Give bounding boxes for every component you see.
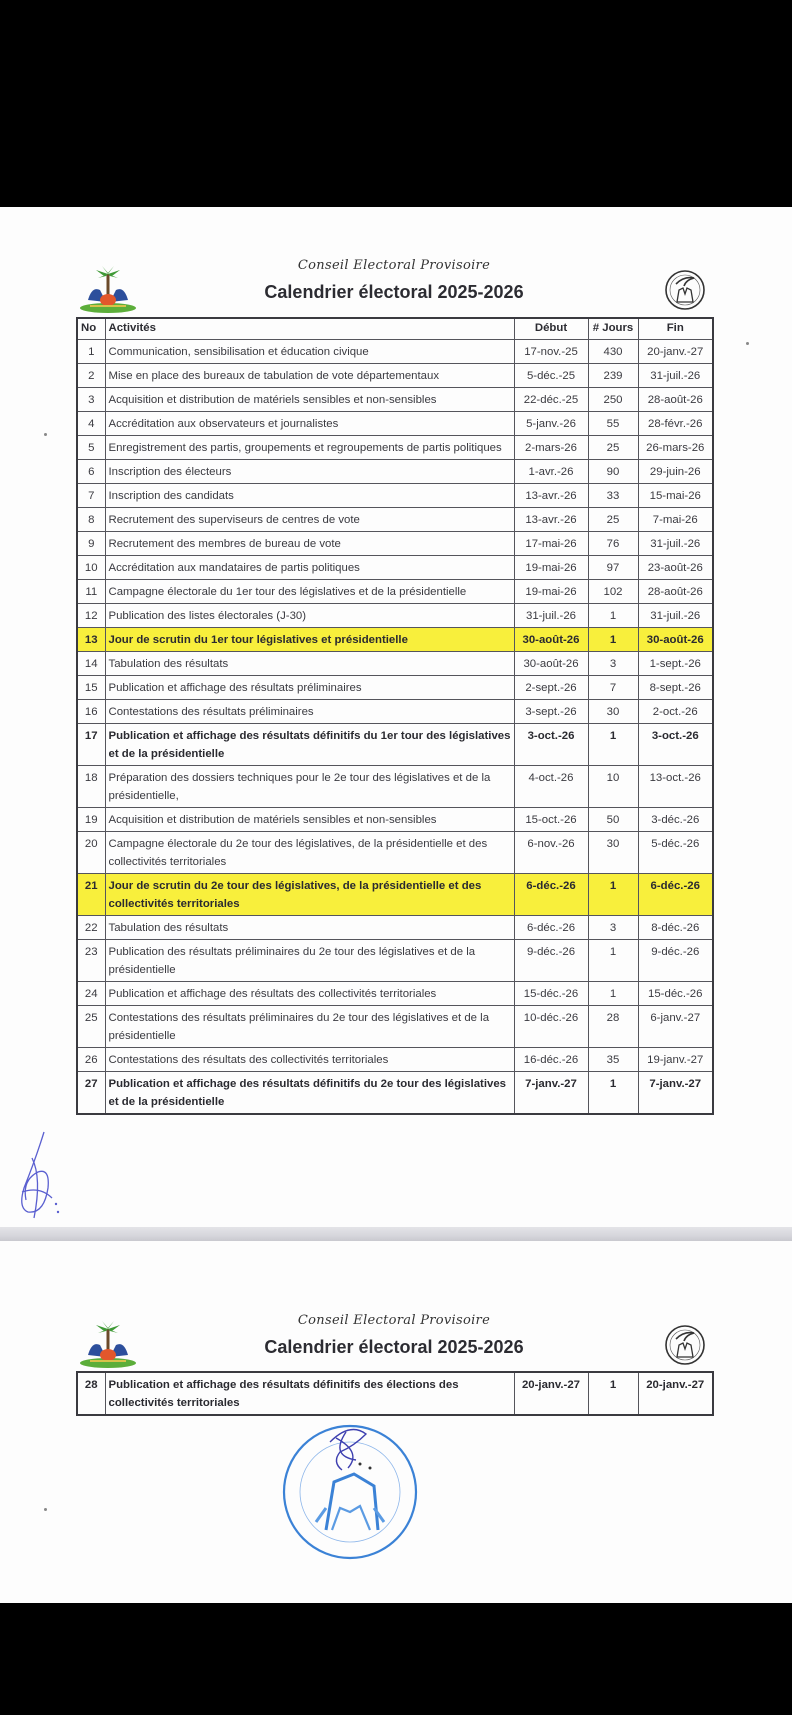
start-date-cell: 2-mars-26 (514, 436, 588, 460)
table-row (77, 874, 713, 916)
row-number: 18 (77, 766, 105, 808)
row-number: 5 (77, 436, 105, 460)
row-number: 15 (77, 676, 105, 700)
scan-speck (44, 433, 47, 436)
start-date-cell: 13-avr.-26 (514, 484, 588, 508)
row-number: 14 (77, 652, 105, 676)
days-count-cell: 35 (588, 1048, 638, 1072)
activity-cell: Inscription des électeurs (105, 460, 514, 484)
cep-seal-icon (664, 268, 706, 312)
activity-cell: Publication et affichage des résultats préliminaires (105, 676, 514, 700)
row-number: 25 (77, 1006, 105, 1048)
days-count-cell: 1 (588, 874, 638, 916)
cep-seal-icon (664, 1323, 706, 1367)
row-number: 9 (77, 532, 105, 556)
table-row (77, 532, 713, 556)
table-row (77, 1372, 713, 1415)
activity-cell: Enregistrement des partis, groupements et regroupements de partis politiques (105, 436, 514, 460)
document-title: Calendrier électoral 2025-2026 (264, 282, 524, 302)
row-number: 2 (77, 364, 105, 388)
days-count-cell: 239 (588, 364, 638, 388)
start-date-cell: 6-nov.-26 (514, 832, 588, 874)
table-row (77, 556, 713, 580)
table-row (77, 808, 713, 832)
days-count-cell: 25 (588, 436, 638, 460)
table-row (77, 388, 713, 412)
start-date-cell: 4-oct.-26 (514, 766, 588, 808)
activity-cell: Publication et affichage des résultats définitifs du 1er tour des législatives et de la présidentielle (105, 724, 514, 766)
row-number: 3 (77, 388, 105, 412)
row-number: 10 (77, 556, 105, 580)
row-number: 11 (77, 580, 105, 604)
activity-cell: Acquisition et distribution de matériels sensibles et non-sensibles (105, 388, 514, 412)
end-date-cell: 9-déc.-26 (638, 940, 713, 982)
start-date-cell: 5-déc.-25 (514, 364, 588, 388)
table-row (77, 700, 713, 724)
row-number: 20 (77, 832, 105, 874)
end-date-cell: 3-oct.-26 (638, 724, 713, 766)
end-date-cell: 13-oct.-26 (638, 766, 713, 808)
days-count-cell: 55 (588, 412, 638, 436)
end-date-cell: 8-sept.-26 (638, 676, 713, 700)
activity-cell: Préparation des dossiers techniques pour le 2e tour des législatives et de la présidentielle, (105, 766, 514, 808)
days-count-cell: 25 (588, 508, 638, 532)
end-date-cell: 5-déc.-26 (638, 832, 713, 874)
row-number: 23 (77, 940, 105, 982)
table-row (77, 436, 713, 460)
activity-cell: Inscription des candidats (105, 484, 514, 508)
table-row (77, 1072, 713, 1115)
page-separator (0, 1227, 792, 1241)
start-date-cell: 3-oct.-26 (514, 724, 588, 766)
start-date-cell: 17-mai-26 (514, 532, 588, 556)
start-date-cell: 7-janv.-27 (514, 1072, 588, 1115)
days-count-cell: 1 (588, 628, 638, 652)
days-count-cell: 90 (588, 460, 638, 484)
column-header-activities: Activités (105, 318, 514, 340)
days-count-cell: 3 (588, 916, 638, 940)
days-count-cell: 28 (588, 1006, 638, 1048)
days-count-cell: 1 (588, 940, 638, 982)
end-date-cell: 26-mars-26 (638, 436, 713, 460)
row-number: 4 (77, 412, 105, 436)
column-header-start: Début (514, 318, 588, 340)
end-date-cell: 7-mai-26 (638, 508, 713, 532)
start-date-cell: 6-déc.-26 (514, 916, 588, 940)
end-date-cell: 20-janv.-27 (638, 340, 713, 364)
end-date-cell: 7-janv.-27 (638, 1072, 713, 1115)
table-row (77, 940, 713, 982)
start-date-cell: 15-déc.-26 (514, 982, 588, 1006)
table-row (77, 604, 713, 628)
start-date-cell: 1-avr.-26 (514, 460, 588, 484)
end-date-cell: 2-oct.-26 (638, 700, 713, 724)
activity-cell: Campagne électorale du 1er tour des législatives et de la présidentielle (105, 580, 514, 604)
activity-cell: Campagne électorale du 2e tour des législatives, de la présidentielle et des collectivités territoriales (105, 832, 514, 874)
days-count-cell: 76 (588, 532, 638, 556)
table-row (77, 580, 713, 604)
activity-cell: Tabulation des résultats (105, 652, 514, 676)
days-count-cell: 3 (588, 652, 638, 676)
activity-cell: Contestations des résultats des collectivités territoriales (105, 1048, 514, 1072)
row-number: 16 (77, 700, 105, 724)
start-date-cell: 31-juil.-26 (514, 604, 588, 628)
days-count-cell: 1 (588, 604, 638, 628)
end-date-cell: 19-janv.-27 (638, 1048, 713, 1072)
row-number: 19 (77, 808, 105, 832)
days-count-cell: 97 (588, 556, 638, 580)
table-row (77, 1006, 713, 1048)
table-row (77, 460, 713, 484)
top-black-bar (0, 0, 792, 207)
days-count-cell: 30 (588, 832, 638, 874)
activity-cell: Publication des résultats préliminaires du 2e tour des législatives et de la présidentielle (105, 940, 514, 982)
days-count-cell: 10 (588, 766, 638, 808)
end-date-cell: 23-août-26 (638, 556, 713, 580)
activity-cell: Publication et affichage des résultats des collectivités territoriales (105, 982, 514, 1006)
row-number: 17 (77, 724, 105, 766)
row-number: 7 (77, 484, 105, 508)
table-row (77, 364, 713, 388)
days-count-cell: 1 (588, 982, 638, 1006)
column-header-end: Fin (638, 318, 713, 340)
scan-speck (44, 1508, 47, 1511)
table-row (77, 982, 713, 1006)
bottom-black-bar (0, 1603, 792, 1715)
end-date-cell: 20-janv.-27 (638, 1372, 713, 1415)
start-date-cell: 15-oct.-26 (514, 808, 588, 832)
row-number: 6 (77, 460, 105, 484)
row-number: 12 (77, 604, 105, 628)
days-count-cell: 430 (588, 340, 638, 364)
row-number: 1 (77, 340, 105, 364)
start-date-cell: 19-mai-26 (514, 580, 588, 604)
row-number: 21 (77, 874, 105, 916)
row-number: 8 (77, 508, 105, 532)
end-date-cell: 30-août-26 (638, 628, 713, 652)
days-count-cell: 1 (588, 1372, 638, 1415)
days-count-cell: 33 (588, 484, 638, 508)
end-date-cell: 6-déc.-26 (638, 874, 713, 916)
start-date-cell: 30-août-26 (514, 652, 588, 676)
activity-cell: Accréditation aux observateurs et journalistes (105, 412, 514, 436)
activity-cell: Publication et affichage des résultats définitifs du 2e tour des législatives et de la présidentielle (105, 1072, 514, 1115)
start-date-cell: 19-mai-26 (514, 556, 588, 580)
activity-cell: Recrutement des superviseurs de centres de vote (105, 508, 514, 532)
start-date-cell: 13-avr.-26 (514, 508, 588, 532)
activity-cell: Publication et affichage des résultats définitifs des élections des collectivités territoriales (105, 1372, 514, 1415)
days-count-cell: 50 (588, 808, 638, 832)
start-date-cell: 17-nov.-25 (514, 340, 588, 364)
start-date-cell: 22-déc.-25 (514, 388, 588, 412)
electoral-calendar-table-continued (76, 1371, 714, 1416)
start-date-cell: 6-déc.-26 (514, 874, 588, 916)
days-count-cell: 7 (588, 676, 638, 700)
activity-cell: Jour de scrutin du 2e tour des législatives, de la présidentielle et des collectivités territoriales (105, 874, 514, 916)
start-date-cell: 2-sept.-26 (514, 676, 588, 700)
end-date-cell: 28-août-26 (638, 580, 713, 604)
activity-cell: Acquisition et distribution de matériels sensibles et non-sensibles (105, 808, 514, 832)
start-date-cell: 10-déc.-26 (514, 1006, 588, 1048)
column-header-no: No (77, 318, 105, 340)
days-count-cell: 1 (588, 1072, 638, 1115)
days-count-cell: 102 (588, 580, 638, 604)
table-row (77, 508, 713, 532)
table-row (77, 484, 713, 508)
end-date-cell: 8-déc.-26 (638, 916, 713, 940)
organization-name: Conseil Electoral Provisoire (297, 258, 491, 273)
column-header-days: # Jours (588, 318, 638, 340)
row-number: 22 (77, 916, 105, 940)
table-row (77, 766, 713, 808)
activity-cell: Accréditation aux mandataires de partis politiques (105, 556, 514, 580)
days-count-cell: 1 (588, 724, 638, 766)
end-date-cell: 15-déc.-26 (638, 982, 713, 1006)
row-number: 27 (77, 1072, 105, 1115)
start-date-cell: 20-janv.-27 (514, 1372, 588, 1415)
organization-name: Conseil Electoral Provisoire (297, 1313, 491, 1328)
activity-cell: Publication des listes électorales (J-30) (105, 604, 514, 628)
table-row (77, 1048, 713, 1072)
days-count-cell: 250 (588, 388, 638, 412)
end-date-cell: 29-juin-26 (638, 460, 713, 484)
table-header-row (77, 318, 713, 340)
end-date-cell: 15-mai-26 (638, 484, 713, 508)
end-date-cell: 31-juil.-26 (638, 604, 713, 628)
start-date-cell: 5-janv.-26 (514, 412, 588, 436)
activity-cell: Contestations des résultats préliminaires du 2e tour des législatives et de la présidentielle (105, 1006, 514, 1048)
end-date-cell: 28-févr.-26 (638, 412, 713, 436)
activity-cell: Jour de scrutin du 1er tour législatives et présidentielle (105, 628, 514, 652)
start-date-cell: 9-déc.-26 (514, 940, 588, 982)
start-date-cell: 16-déc.-26 (514, 1048, 588, 1072)
document-title: Calendrier électoral 2025-2026 (264, 1337, 524, 1357)
end-date-cell: 6-janv.-27 (638, 1006, 713, 1048)
activity-cell: Recrutement des membres de bureau de vote (105, 532, 514, 556)
table-row (77, 340, 713, 364)
cep-official-stamp-icon (270, 1412, 430, 1572)
activity-cell: Communication, sensibilisation et éducation civique (105, 340, 514, 364)
row-number: 24 (77, 982, 105, 1006)
activity-cell: Mise en place des bureaux de tabulation de vote départementaux (105, 364, 514, 388)
table-row (77, 412, 713, 436)
activity-cell: Contestations des résultats préliminaires (105, 700, 514, 724)
end-date-cell: 3-déc.-26 (638, 808, 713, 832)
end-date-cell: 31-juil.-26 (638, 364, 713, 388)
table-row (77, 724, 713, 766)
table-row (77, 652, 713, 676)
end-date-cell: 31-juil.-26 (638, 532, 713, 556)
activity-cell: Tabulation des résultats (105, 916, 514, 940)
page-header-2 (76, 1285, 712, 1375)
days-count-cell: 30 (588, 700, 638, 724)
row-number: 13 (77, 628, 105, 652)
handwritten-signature-icon (14, 1128, 62, 1228)
table-row (77, 832, 713, 874)
scan-speck (746, 342, 749, 345)
page-header-1 (76, 230, 712, 320)
end-date-cell: 1-sept.-26 (638, 652, 713, 676)
row-number: 26 (77, 1048, 105, 1072)
table-row (77, 676, 713, 700)
electoral-calendar-table (76, 317, 714, 1115)
table-row (77, 628, 713, 652)
end-date-cell: 28-août-26 (638, 388, 713, 412)
row-number: 28 (77, 1372, 105, 1415)
start-date-cell: 3-sept.-26 (514, 700, 588, 724)
table-row (77, 916, 713, 940)
start-date-cell: 30-août-26 (514, 628, 588, 652)
